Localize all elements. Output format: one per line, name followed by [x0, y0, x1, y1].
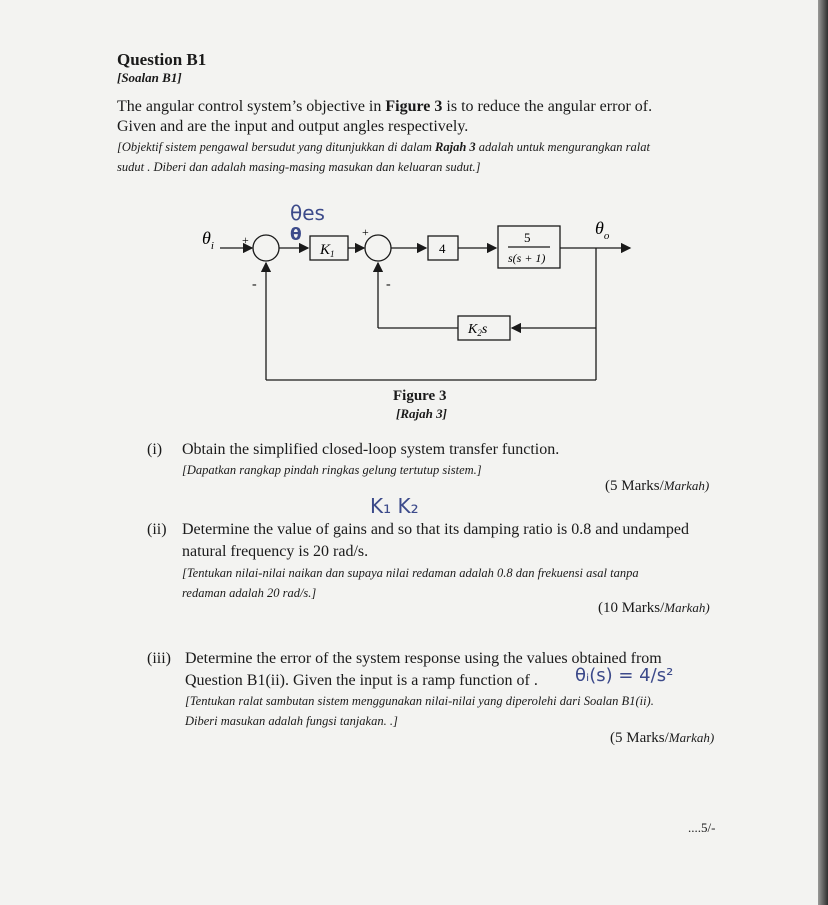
gain-label: 4 [439, 241, 446, 256]
sum2-minus-sign: - [386, 277, 391, 292]
rajah-ref: Rajah 3 [435, 140, 476, 154]
item-i-malay: [Dapatkan rangkap pindah ringkas gelung tertutup sistem.] [182, 463, 482, 477]
handwritten-theta-e: θ [290, 225, 302, 245]
page-edge-shadow [818, 0, 828, 905]
item-iii-malay-1: [Tentukan ralat sambutan sistem menggunakan nilai-nilai yang diperolehi dari Soalan B1(ii). [185, 694, 654, 708]
item-ii-text-2: natural frequency is 20 rad/s. [182, 543, 369, 560]
item-ii-text-1: Determine the value of gains and so that its damping ratio is 0.8 and undamped [182, 521, 689, 538]
k2s-label: $K_2s$ [468, 322, 488, 338]
theta-o-label: $\theta_o$ [595, 218, 610, 242]
k1-label: $K_1$ [320, 242, 335, 259]
item-ii-malay-2: redaman adalah 20 rad/s.] [182, 586, 317, 600]
block-diagram [190, 192, 650, 384]
item-iii-text-1: Determine the error of the system response using the values obtained from [185, 650, 662, 667]
item-iii-text-2: Question B1(ii). Given the input is a ramp function of . [185, 672, 538, 689]
plant-denominator: s(s + 1) [508, 251, 546, 265]
intro-line-2: Given and are the input and output angles respectively. [117, 118, 469, 135]
question-title: Question B1 [117, 50, 207, 69]
summing-junction-1 [253, 235, 279, 261]
item-ii-number: (ii) [147, 521, 167, 538]
item-iii-number: (iii) [147, 650, 171, 667]
malay-intro-line-2: sudut . Diberi dan adalah masing-masing masukan dan keluaran sudut.] [117, 160, 481, 174]
plant-numerator: 5 [524, 230, 531, 245]
item-iii-malay-2: Diberi masukan adalah fungsi tanjakan. .] [185, 714, 398, 728]
theta-i-label: $\theta_i$ [202, 228, 214, 252]
item-i-marks: (5 Marks/Markah) [605, 478, 710, 494]
figure-ref: Figure 3 [385, 98, 443, 115]
sum1-plus-sign: + [242, 233, 249, 247]
handwritten-theta-es: θes [290, 201, 325, 225]
page-marker: ....5/- [688, 820, 716, 835]
item-i-text: Obtain the simplified closed-loop system transfer function. [182, 441, 560, 458]
malay-intro-line-1: [Objektif sistem pengawal bersudut yang ditunjukkan di dalam Rajah 3 adalah untuk mengurangkan ralat [117, 140, 650, 154]
sum1-minus-sign: - [252, 277, 257, 292]
figure-caption-malay: [Rajah 3] [396, 406, 447, 421]
item-i-number: (i) [147, 441, 163, 458]
item-iii-marks: (5 Marks/Markah) [610, 730, 715, 746]
item-ii-malay-1: [Tentukan nilai-nilai naikan dan supaya nilai redaman adalah 0.8 dan frekuensi asal tanpa [182, 566, 639, 580]
item-ii-marks: (10 Marks/Markah) [598, 600, 710, 616]
sum2-plus-sign: + [362, 225, 369, 239]
intro-line-1: The angular control system’s objective in Figure 3 is to reduce the angular error of. [117, 98, 653, 115]
summing-junction-2 [365, 235, 391, 261]
handwritten-k1-k2: K₁ K₂ [370, 494, 419, 518]
figure-caption: Figure 3 [393, 388, 447, 404]
question-subtitle: [Soalan B1] [117, 70, 182, 85]
handwritten-ramp-input: θᵢ(s) = 4/s² [575, 665, 674, 686]
